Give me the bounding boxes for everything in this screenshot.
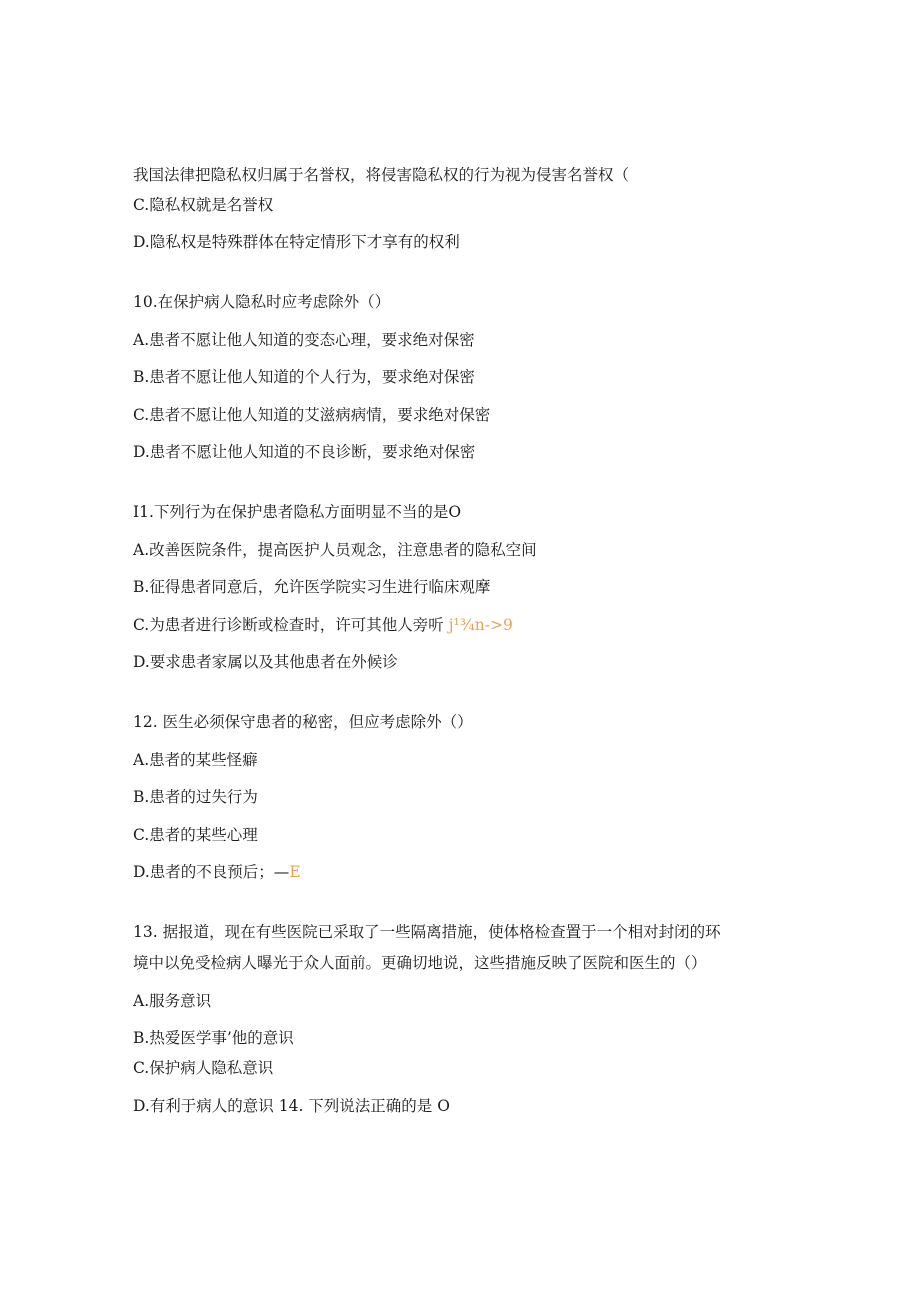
question-10-option-d: D.患者不愿让他人知道的不良诊断，要求绝对保密 — [133, 443, 476, 461]
question-12-stem: 12. 医生必须保守患者的秘密，但应考虑除外（） — [133, 713, 473, 731]
question-11-option-c-artifact: j¹¾n->9 — [448, 616, 513, 634]
question-11-option-c-text: C.为患者进行诊断或检查时，许可其他人旁听 — [133, 616, 444, 634]
question-12-option-b: B.患者的过失行为 — [133, 788, 258, 806]
question-9-option-d: D.隐私权是特殊群体在特定情形下才享有的权利 — [133, 233, 460, 251]
question-12-option-d-artifact: E — [289, 863, 301, 881]
question-9-option-c: C.隐私权就是名誉权 — [133, 196, 274, 214]
question-12-option-d — [133, 862, 301, 882]
question-11-option-d: D.要求患者家属以及其他患者在外候诊 — [133, 653, 398, 671]
question-13-option-b: B.热爱医学事’他的意识 — [133, 1029, 294, 1047]
question-9-stem: 我国法律把隐私权归属于名誉权，将侵害隐私权的行为视为侵害名誉权（ — [133, 166, 630, 184]
question-11-stem: I1.下列行为在保护患者隐私方面明显不当的是O — [133, 503, 462, 521]
question-11-option-c — [133, 615, 513, 635]
question-10-stem: 10.在保护病人隐私时应考虑除外（） — [133, 293, 391, 311]
question-12-option-d-text: D.患者的不良预后；— — [133, 863, 290, 881]
question-11-option-a: A.改善医院条件，提高医护人员观念，注意患者的隐私空间 — [133, 541, 537, 559]
question-13-stem-line-1: 13. 据报道，现在有些医院已采取了一些隔离措施，使体格检查置于一个相对封闭的环 — [133, 923, 721, 941]
question-12-option-a: A.患者的某些怪癖 — [133, 751, 258, 769]
question-10-option-c: C.患者不愿让他人知道的艾滋病病情，要求绝对保密 — [133, 406, 491, 424]
question-13-option-a: A.服务意识 — [133, 992, 212, 1010]
question-13-option-c: C.保护病人隐私意识 — [133, 1059, 274, 1077]
question-13-option-d: D.有利于病人的意识 14. 下列说法正确的是 O — [133, 1097, 450, 1115]
question-10-option-b: B.患者不愿让他人知道的个人行为，要求绝对保密 — [133, 368, 475, 386]
question-10-option-a: A.患者不愿让他人知道的变态心理，要求绝对保密 — [133, 331, 475, 349]
question-12-option-c: C.患者的某些心理 — [133, 826, 258, 844]
question-11-option-b: B.征得患者同意后，允许医学院实习生进行临床观摩 — [133, 578, 491, 596]
question-13-stem-line-2: 境中以免受检病人曝光于众人面前。更确切地说，这些措施反映了医院和医生的（） — [133, 954, 707, 972]
